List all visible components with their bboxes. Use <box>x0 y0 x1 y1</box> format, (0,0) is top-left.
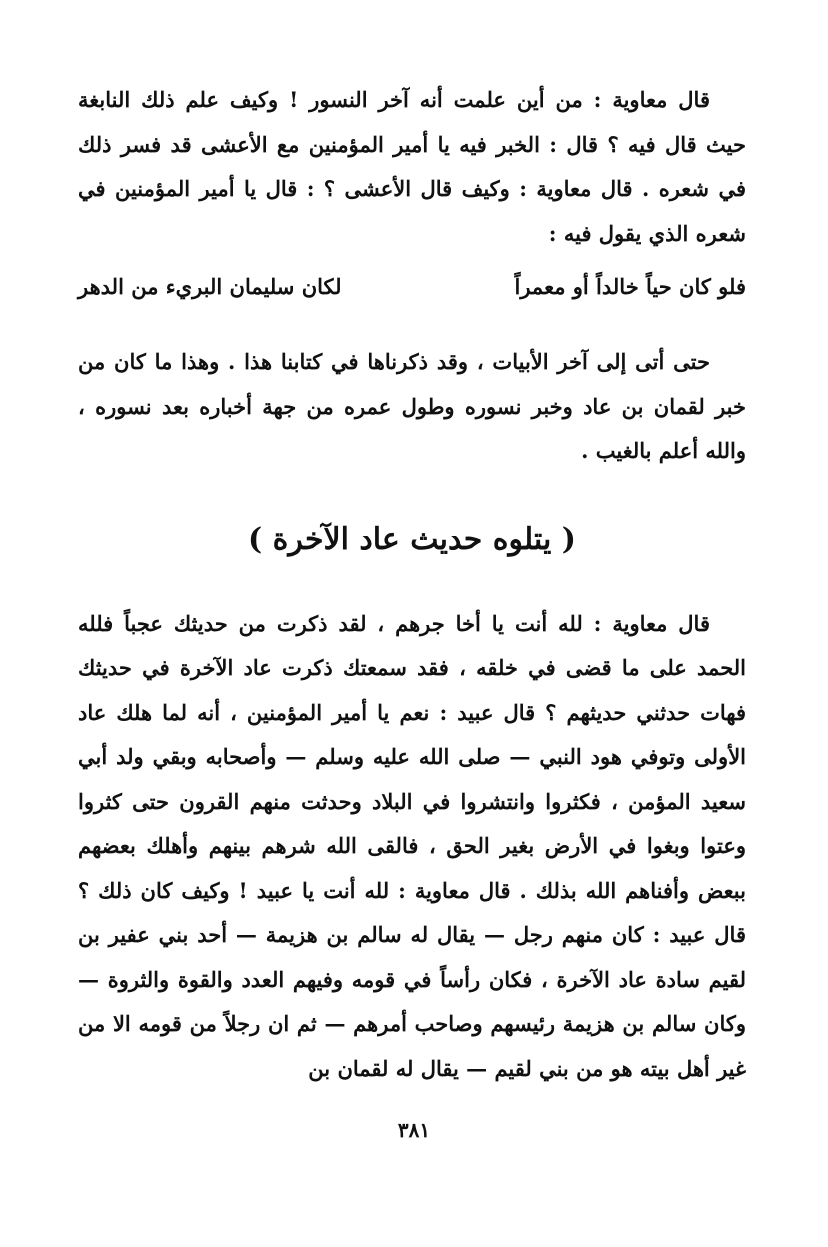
section-heading: ( يتلوه حديث عاد الآخرة ) <box>248 521 576 557</box>
paragraph-opening <box>78 78 746 256</box>
paragraph-main-text: قال معاوية : لله أنت يا أخا جرهم ، لقد ذكرت من حديثك عجباً فلله الحمد على ما قضى في خلقه ، فقد سمعتك ذكرت عاد الآخرة في حديثك فهات حدثني حديثهم ؟ قال عبيد : نعم يا أمير المؤمنين ، أنه لما هلك عاد الأولى وتوفي هود النبي — صلى الله عليه وسلم — وأصحابه وبقي ولد أبي سعيد المؤمن ، فكثروا وانتشروا في البلاد وحدثت منهم القرون حتى كثروا وعتوا وبغوا في الأرض بغير الحق ، فالقى الله شرهم بينهم وأهلك بعضهم ببعض وأفناهم الله بذلك . قال معاوية : لله أنت يا عبيد ! وكيف كان ذلك ؟ قال عبيد : كان منهم رجل — يقال له سالم بن هزيمة — أحد بني عفير بن لقيم سادة عاد الآخرة ، فكان رأساً في قومه وفيهم العدد والقوة والثروة — وكان سالم بن هزيمة رئيسهم وصاحب أمرهم — ثم ان رجلاً من قومه الا من غير أهل بيته هو من بني لقيم — يقال له لقمان بن <box>78 610 746 1081</box>
verse-hemistich-first: فلو كان حياً خالداً أو معمراً <box>514 274 746 299</box>
verse-hemistich-second: لكان سليمان البريء من الدهر <box>78 274 342 299</box>
paragraph-main <box>78 602 746 1092</box>
document-page <box>78 78 746 1091</box>
poetry-verse <box>78 274 746 318</box>
paragraph-opening-text: قال معاوية : من أين علمت أنه آخر النسور ! وكيف علم ذلك النابغة حيث قال فيه ؟ قال : الخبر فيه يا أمير المؤمنين مع الأعشى قد فسر ذلك في شعره . قال معاوية : وكيف قال الأعشى ؟ : قال يا أمير المؤمنين في شعره الذي يقول فيه : <box>78 87 746 246</box>
paragraph-continuation <box>78 340 746 474</box>
paragraph-continuation-text: حتى أتى إلى آخر الأبيات ، وقد ذكرناها في كتابنا هذا . وهذا ما كان من خبر لقمان بن عاد وخبر نسوره وطول عمره من جهة أخباره بعد نسوره ، والله أعلم بالغيب . <box>78 349 746 463</box>
page-number: ٣٨١ <box>397 1118 431 1142</box>
